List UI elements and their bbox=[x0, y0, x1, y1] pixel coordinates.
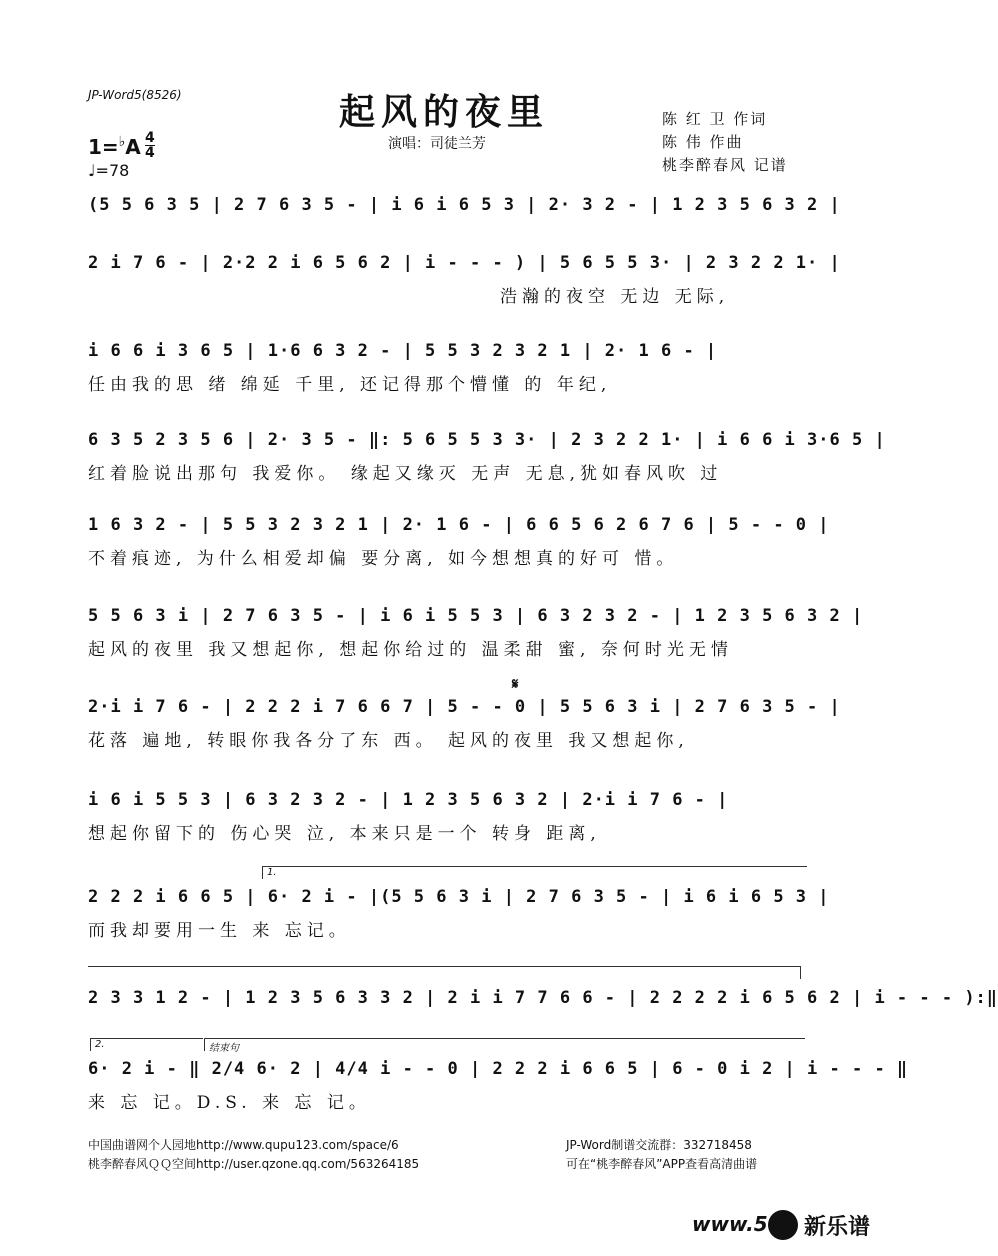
volta-1-label: 1. bbox=[267, 867, 277, 878]
ending-phrase-bracket bbox=[204, 1038, 805, 1054]
song-title: 起风的夜里 bbox=[338, 91, 549, 133]
notes-row-7: 2·i i 7 6 - | 2 2 2 i 7 6 6 7 | 5 - - 0 | 5 5 6 3 i | 2 7 6 3 5 - | bbox=[88, 697, 841, 717]
lyrics-row-5: 不着痕迹, 为什么相爱却偏 要分离, 如今想想真的好可 惜。 bbox=[88, 549, 679, 569]
first-ending-bracket bbox=[262, 866, 807, 879]
notes-row-1: (5 5 6 3 5 | 2 7 6 3 5 - | i 6 i 6 5 3 | 2· 3 2 - | 1 2 3 5 6 3 2 | bbox=[88, 195, 841, 215]
notes-row-3: i 6 6 i 3 6 5 | 1·6 6 3 2 - | 5 5 3 2 3 2 1 | 2· 1 6 - | bbox=[88, 341, 718, 361]
lyricist-credit: 陈 红 卫 作词 bbox=[662, 110, 768, 128]
ending-label: 结束句 bbox=[209, 1043, 239, 1054]
time-signature bbox=[145, 131, 155, 160]
notes-row-6: 5 5 6 3 i | 2 7 6 3 5 - | i 6 i 5 5 3 | 6 3 2 3 2 - | 1 2 3 5 6 3 2 | bbox=[88, 606, 864, 626]
lyrics-row-8: 想起你留下的 伤心哭 泣, 本来只是一个 转身 距离, bbox=[88, 824, 601, 844]
key-signature bbox=[88, 134, 141, 159]
notes-row-9: 2 2 2 i 6 6 5 | 6· 2 i - |(5 5 6 3 i | 2 7 6 3 5 - | i 6 i 6 5 3 | bbox=[88, 887, 830, 907]
notes-row-8: i 6 i 5 5 3 | 6 3 2 3 2 - | 1 2 3 5 6 3 2 | 2·i i 7 6 - | bbox=[88, 790, 729, 810]
lyrics-row-4: 红着脸说出那句 我爱你。 缘起又缘灭 无声 无息,犹如春风吹 过 bbox=[88, 464, 723, 484]
meter-top: 4 bbox=[145, 130, 155, 146]
tempo-marking: ♩=78 bbox=[88, 161, 130, 180]
software-label: JP-Word5(8526) bbox=[88, 88, 182, 102]
watermark-brand: 新乐谱 bbox=[804, 1215, 871, 1240]
singer-credit: 演唱：司徒兰芳 bbox=[388, 136, 486, 152]
notes-row-4: 6 3 5 2 3 5 6 | 2· 3 5 - ‖: 5 6 5 5 3 3· | 2 3 2 2 1· | i 6 6 i 3·6 5 | bbox=[88, 430, 886, 450]
lyrics-row-2: 浩瀚的夜空 无边 无际, bbox=[500, 287, 730, 307]
volta-2-label: 2. bbox=[95, 1039, 105, 1050]
footer-qzone: 桃李醉春风ＱＱ空间http://user.qzone.qq.com/563264185 bbox=[88, 1157, 420, 1171]
meter-bottom: 4 bbox=[145, 145, 155, 161]
footer-website: 中国曲谱网个人园地http://www.qupu123.com/space/6 bbox=[88, 1138, 399, 1152]
notes-row-5: 1 6 3 2 - | 5 5 3 2 3 2 1 | 2· 1 6 - | 6 6 5 6 2 6 7 6 | 5 - - 0 | bbox=[88, 515, 830, 535]
watermark-site: www.5 bbox=[692, 1212, 768, 1236]
second-ending-bracket bbox=[90, 1038, 203, 1051]
notes-row-10: 2 3 3 1 2 - | 1 2 3 5 6 3 3 2 | 2 i i 7 7 6 6 - | 2 2 2 2 i 6 5 6 2 | i - - - ):‖ bbox=[88, 988, 998, 1008]
lyrics-row-3: 任由我的思 绪 绵延 千里, 还记得那个懵懂 的 年纪, bbox=[88, 375, 612, 395]
notes-row-2: 2 i 7 6 - | 2·2 2 i 6 5 6 2 | i - - - ) | 5 6 5 5 3· | 2 3 2 2 1· | bbox=[88, 253, 841, 273]
logo-disc-icon bbox=[768, 1210, 798, 1240]
lyrics-row-6: 起风的夜里 我又想起你, 想起你给过的 温柔甜 蜜, 奈何时光无情 bbox=[88, 640, 733, 660]
footer-group: JP-Word制谱交流群：332718458 bbox=[566, 1138, 752, 1152]
footer-app: 可在“桃李醉春风”APP查看高清曲谱 bbox=[566, 1157, 758, 1171]
key-prefix: 1= bbox=[88, 135, 119, 159]
lyrics-row-9: 而我却要用一生 来 忘记。 bbox=[88, 921, 351, 941]
flat-symbol: ♭ bbox=[118, 134, 126, 150]
composer-credit: 陈 伟 作曲 bbox=[662, 133, 744, 151]
segno-sign: 𝄋 bbox=[512, 675, 519, 693]
key-note: A bbox=[125, 135, 141, 159]
lyrics-row-7: 花落 遍地, 转眼你我各分了东 西。 起风的夜里 我又想起你, bbox=[88, 731, 689, 751]
first-ending-bracket-cont bbox=[88, 966, 801, 979]
transcriber-credit: 桃李醉春风 记谱 bbox=[662, 156, 788, 174]
lyrics-row-11: 来 忘 记。D.S. 来 忘 记。 bbox=[88, 1093, 371, 1113]
notes-row-11: 6· 2 i - ‖ 2/4 6· 2 | 4/4 i - - 0 | 2 2 2 i 6 6 5 | 6 - 0 i 2 | i - - - ‖ bbox=[88, 1059, 909, 1079]
